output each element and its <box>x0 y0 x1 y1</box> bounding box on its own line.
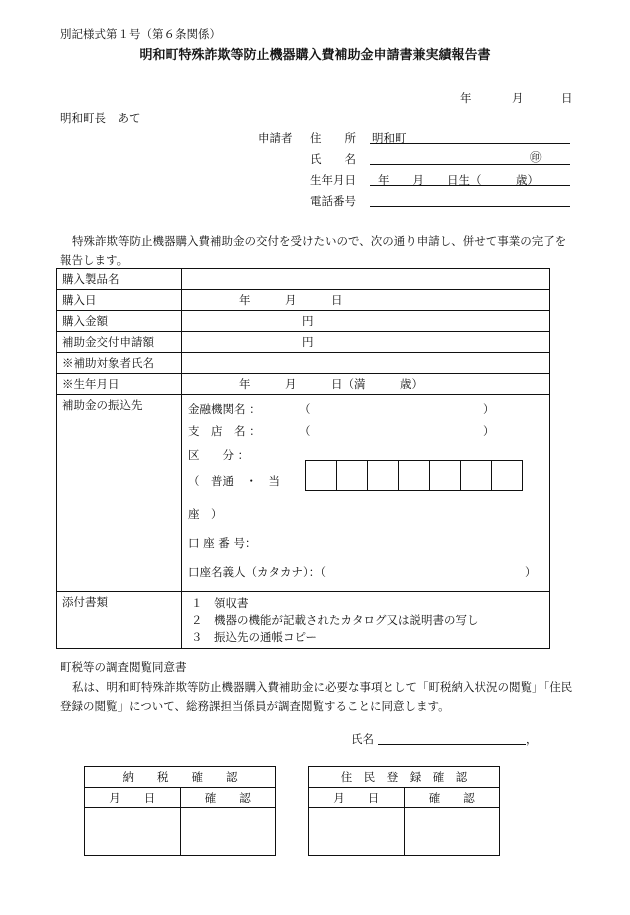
date-day[interactable]: 日 <box>561 91 573 105</box>
stamp-col-date: 月 日 <box>85 788 181 808</box>
row-key: 購入金額 <box>57 311 182 332</box>
row-key: 補助金交付申請額 <box>57 332 182 353</box>
address-line <box>370 130 570 144</box>
digit-box[interactable] <box>460 460 492 491</box>
row-key: 購入日 <box>57 290 182 311</box>
stamp-date-cell[interactable] <box>85 808 181 856</box>
attachment-item: １ 領収書 <box>191 596 249 610</box>
digit-box[interactable] <box>336 460 368 491</box>
signature-field[interactable] <box>378 744 526 745</box>
application-table <box>56 268 550 649</box>
page-title: 明和町特殊詐欺等防止機器購入費補助金申請書兼実績報告書 <box>139 48 491 63</box>
account-number-boxes[interactable] <box>306 460 523 491</box>
account-type-options-cont: 座 ） <box>188 507 223 521</box>
digit-box[interactable] <box>305 460 337 491</box>
signature-label: 氏名 <box>351 732 374 746</box>
row-value[interactable] <box>182 269 550 290</box>
table-row <box>57 290 550 311</box>
row-value[interactable]: 円 <box>182 332 550 353</box>
seal-mark: ㊞ <box>530 150 542 164</box>
birth-value[interactable]: 年 月 日生（ 歳） <box>378 173 539 187</box>
digit-box[interactable] <box>491 460 523 491</box>
branch-field[interactable]: （ ） <box>299 424 495 438</box>
stamp-col-confirm: 確 認 <box>180 788 276 808</box>
form-tag: 別記様式第１号（第６条関係） <box>60 27 221 41</box>
signature-mark: ， <box>526 732 538 746</box>
stamp-col-date: 月 日 <box>309 788 405 808</box>
phone-field[interactable] <box>370 193 570 207</box>
table-row <box>57 269 550 290</box>
row-value[interactable]: 円 <box>182 311 550 332</box>
row-key: 補助金の振込先 <box>57 395 182 592</box>
attachment-item: ２ 機器の機能が記載されたカタログ又は説明書の写し <box>191 613 479 627</box>
row-key: 添付書類 <box>57 592 182 649</box>
account-type-label: 区 分 ： <box>188 448 250 462</box>
tax-confirmation-box <box>84 766 276 856</box>
stamp-confirm-cell[interactable] <box>404 808 500 856</box>
institution-field[interactable]: （ ） <box>299 402 495 416</box>
address-key: 住 所 <box>310 131 356 145</box>
intro-text: 特殊詐欺等防止機器購入費補助金の交付を受けたいので、次の通り申請し、併せて事業の完了を報告します。 <box>60 234 567 267</box>
phone-key: 電話番号 <box>310 194 356 208</box>
table-row <box>57 311 550 332</box>
birth-key: 生年月日 <box>310 173 356 187</box>
account-type-options[interactable]: （ 普通 ・ 当 <box>188 474 280 488</box>
date-year[interactable]: 年 <box>460 91 472 105</box>
resident-confirmation-box <box>308 766 500 856</box>
branch-label: 支 店 名 ： <box>188 424 261 438</box>
applicant-label: 申請者 <box>258 131 293 145</box>
digit-box[interactable] <box>398 460 430 491</box>
stamp-title: 住 民 登 録 確 認 <box>309 767 500 788</box>
account-holder-close: ） <box>525 565 537 579</box>
stamp-col-confirm: 確 認 <box>404 788 500 808</box>
row-key: ※生年月日 <box>57 374 182 395</box>
row-key: 購入製品名 <box>57 269 182 290</box>
stamp-date-cell[interactable] <box>309 808 405 856</box>
table-row <box>57 332 550 353</box>
bank-details <box>182 395 549 591</box>
address-value[interactable]: 明和町 <box>372 131 407 145</box>
attachment-item: ３ 振込先の通帳コピー <box>191 630 318 644</box>
digit-box[interactable] <box>367 460 399 491</box>
stamp-confirm-cell[interactable] <box>180 808 276 856</box>
table-row <box>57 395 550 592</box>
attachment-list <box>182 592 550 649</box>
account-holder-label: 口座名義人（カタカナ）：（ <box>188 565 326 579</box>
institution-label: 金融機関名 ： <box>188 402 261 416</box>
addressee: 明和町長 あて <box>60 111 141 125</box>
digit-box[interactable] <box>429 460 461 491</box>
table-row <box>57 374 550 395</box>
date-month[interactable]: 月 <box>512 91 524 105</box>
row-value[interactable]: 年 月 日（満 歳） <box>182 374 550 395</box>
birth-line <box>370 172 570 186</box>
consent-body: 私は、明和町特殊詐欺等防止機器購入費補助金に必要な事項として「町税納入状況の閲覧」「住民登録の閲覧」について、総務課担当係員が調査閲覧することに同意します。 <box>60 680 573 713</box>
consent-title: 町税等の調査閲覧同意書 <box>60 660 187 674</box>
table-row <box>57 592 550 649</box>
row-value[interactable] <box>182 353 550 374</box>
name-key: 氏 名 <box>310 152 356 166</box>
stamp-title: 納 税 確 認 <box>85 767 276 788</box>
table-row <box>57 353 550 374</box>
row-value[interactable]: 年 月 日 <box>182 290 550 311</box>
row-key: ※補助対象者氏名 <box>57 353 182 374</box>
account-number-label: 口 座 番 号： <box>188 536 257 550</box>
